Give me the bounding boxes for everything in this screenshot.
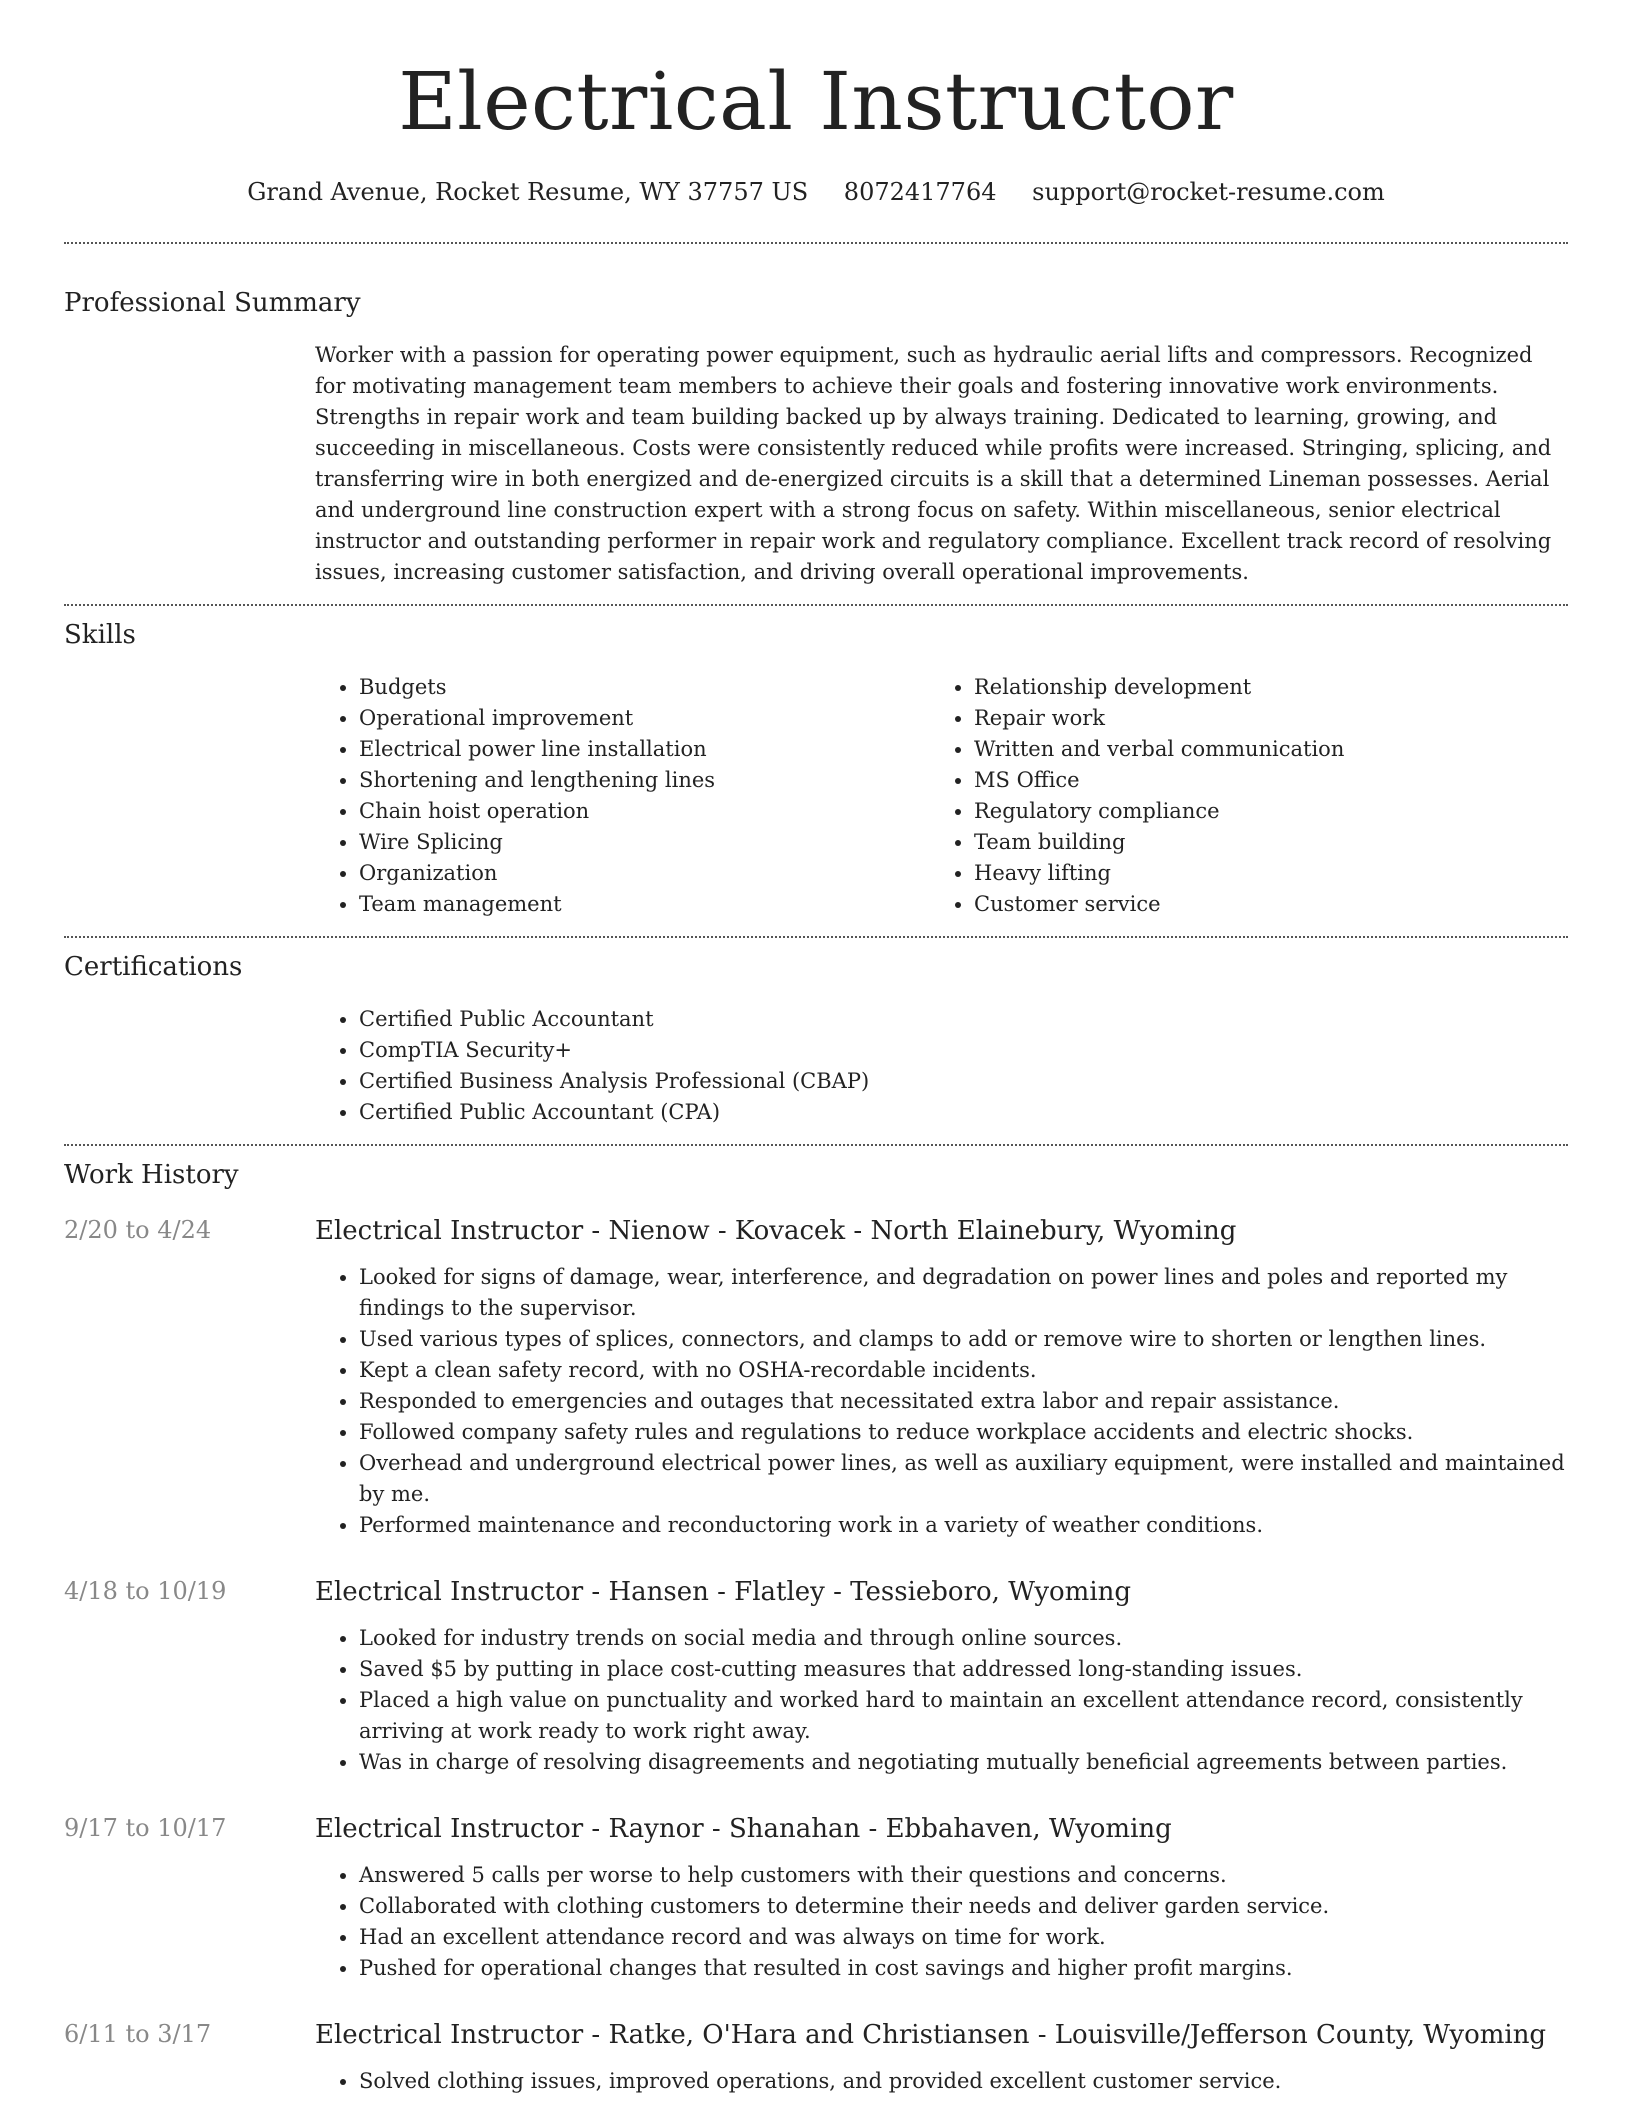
list-item: • Electrical power line installation [359, 734, 930, 765]
contact-phone: 8072417764 [843, 178, 997, 206]
list-item: • Solved clothing issues, improved operations, and provided excellent customer service. [359, 2066, 1568, 2097]
job-title: Electrical Instructor - Raynor - Shanahan - Ebbahaven, Wyoming [315, 1814, 1172, 1844]
job-title: Electrical Instructor - Ratke, O'Hara and Christiansen - Louisville/Jefferson County, Wyoming [315, 2020, 1547, 2050]
skills-list-left [315, 672, 930, 920]
list-item: • Written and verbal communication [974, 734, 1545, 765]
list-item: • Organization [359, 858, 930, 889]
job-date: 4/18 to 10/19 [64, 1577, 227, 1605]
job-bullets [315, 1623, 1568, 1778]
summary-text: Worker with a passion for operating power equipment, such as hydraulic aerial lifts and compressors. Recognized for motivating management team members to achieve their goals and fostering innovative work environments. Strengths in repair work and team building backed up by always training. Dedicated to learning, growing, and succeeding in miscellaneous. Costs were consistently reduced while profits were increased. Stringing, splicing, and transferring wire in both energized and de-energized circuits is a skill that a determined Lineman possesses. Aerial and underground line construction expert with a strong focus on safety. Within miscellaneous, senior electrical instructor and outstanding performer in repair work and regulatory compliance. Excellent track record of resolving issues, increasing customer satisfaction, and driving overall operational improvements. [315, 343, 1552, 584]
list-item: • Looked for industry trends on social media and through online sources. [359, 1623, 1568, 1654]
certifications-list [315, 1004, 1568, 1128]
contact-address: Grand Avenue, Rocket Resume, WY 37757 US [247, 178, 809, 206]
list-item: • Answered 5 calls per worse to help customers with their questions and concerns. [359, 1860, 1568, 1891]
job-bullets [315, 1860, 1568, 1984]
list-item: • Placed a high value on punctuality and worked hard to maintain an excellent attendance record, consistently arriving at work ready to work right away. [359, 1685, 1568, 1747]
list-item: • Kept a clean safety record, with no OSHA-recordable incidents. [359, 1355, 1568, 1386]
list-item: • Performed maintenance and reconductoring work in a variety of weather conditions. [359, 1510, 1568, 1541]
list-item: • MS Office [974, 765, 1545, 796]
job-entry [64, 1214, 1568, 1541]
job-date: 6/11 to 3/17 [64, 2020, 212, 2048]
summary-section [64, 244, 1568, 604]
work-section [64, 1146, 1568, 2097]
list-item: • Saved $5 by putting in place cost-cutting measures that addressed long-standing issues. [359, 1654, 1568, 1685]
list-item: • Wire Splicing [359, 827, 930, 858]
list-item: • Heavy lifting [974, 858, 1545, 889]
job-title: Electrical Instructor - Nienow - Kovacek - North Elainebury, Wyoming [315, 1216, 1237, 1246]
skills-list-right [930, 672, 1545, 920]
contact-line [64, 176, 1568, 208]
list-item: • Budgets [359, 672, 930, 703]
certifications-section [64, 938, 1568, 1144]
list-item: • Certified Public Accountant [359, 1004, 1568, 1035]
list-item: • Repair work [974, 703, 1545, 734]
skills-title: Skills [64, 620, 136, 650]
work-title: Work History [64, 1160, 239, 1190]
list-item: • Responded to emergencies and outages that necessitated extra labor and repair assistance. [359, 1386, 1568, 1417]
list-item: • Shortening and lengthening lines [359, 765, 930, 796]
list-item: • Team management [359, 889, 930, 920]
list-item: • Followed company safety rules and regulations to reduce workplace accidents and electric shocks. [359, 1417, 1568, 1448]
list-item: • Looked for signs of damage, wear, interference, and degradation on power lines and poles and reported my findings to the supervisor. [359, 1262, 1568, 1324]
list-item: • Certified Business Analysis Professional (CBAP) [359, 1066, 1568, 1097]
list-item: • Team building [974, 827, 1545, 858]
job-entry [64, 1812, 1568, 1984]
list-item: • Customer service [974, 889, 1545, 920]
list-item: • Had an excellent attendance record and was always on time for work. [359, 1922, 1568, 1953]
job-title: Electrical Instructor - Hansen - Flatley - Tessieboro, Wyoming [315, 1577, 1132, 1607]
skills-section [64, 606, 1568, 936]
list-item: • Pushed for operational changes that resulted in cost savings and higher profit margins. [359, 1953, 1568, 1984]
list-item: • Collaborated with clothing customers to determine their needs and deliver garden service. [359, 1891, 1568, 1922]
job-entry [64, 2018, 1568, 2097]
contact-email: support@rocket-resume.com [1032, 178, 1385, 206]
certifications-title: Certifications [64, 952, 243, 982]
list-item: • CompTIA Security+ [359, 1035, 1568, 1066]
job-bullets [315, 2066, 1568, 2097]
job-bullets [315, 1262, 1568, 1541]
list-item: • Relationship development [974, 672, 1545, 703]
job-date: 9/17 to 10/17 [64, 1814, 227, 1842]
list-item: • Operational improvement [359, 703, 930, 734]
list-item: • Regulatory compliance [974, 796, 1545, 827]
summary-title: Professional Summary [64, 288, 361, 318]
list-item: • Used various types of splices, connectors, and clamps to add or remove wire to shorten or lengthen lines. [359, 1324, 1568, 1355]
list-item: • Was in charge of resolving disagreements and negotiating mutually beneficial agreements between parties. [359, 1747, 1568, 1778]
job-date: 2/20 to 4/24 [64, 1216, 212, 1244]
list-item: • Chain hoist operation [359, 796, 930, 827]
resume-name: Electrical Instructor [398, 55, 1234, 148]
list-item: • Certified Public Accountant (CPA) [359, 1097, 1568, 1128]
list-item: • Overhead and underground electrical power lines, as well as auxiliary equipment, were installed and maintained by me. [359, 1448, 1568, 1510]
job-entry [64, 1575, 1568, 1778]
